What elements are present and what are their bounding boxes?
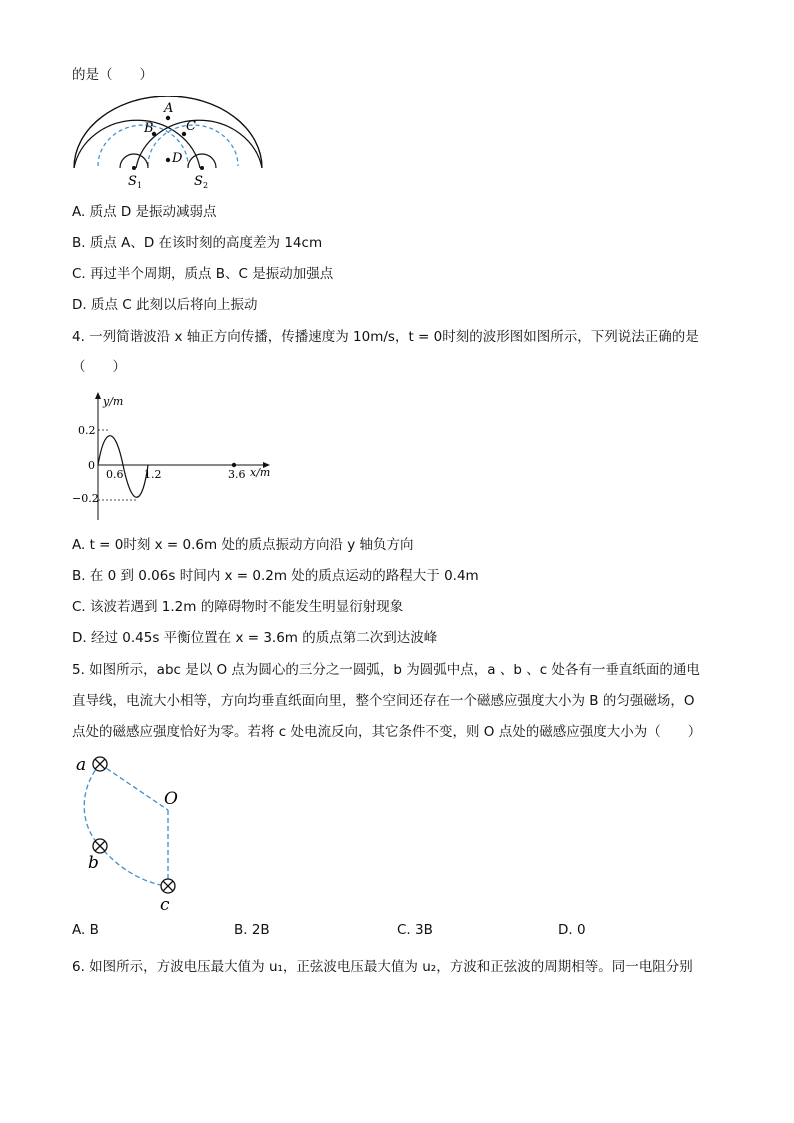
q5-stem-line2: 直导线，电流大小相等，方向均垂直纸面向里，整个空间还存在一个磁感应强度大小为 B 的匀强磁场，O: [72, 693, 695, 709]
y-tick-neg: −0.2: [72, 492, 99, 505]
q5-option-d: D. 0: [558, 922, 586, 938]
q5-stem-line1: 5. 如图所示，abc 是以 O 点为圆心的三分之一圆弧，b 为圆弧中点，a 、b 、c 处各有一垂直纸面的通电: [72, 662, 700, 678]
q5-option-a: A. B: [72, 922, 99, 938]
wire-c-icon: [161, 879, 175, 893]
x-axis-label: x/m: [250, 466, 271, 479]
label-a: a: [76, 755, 87, 775]
label-c: c: [160, 895, 170, 915]
label-C: C: [186, 119, 196, 134]
x-tick-36: 3.6: [228, 468, 246, 481]
y-axis-label: y/m: [103, 395, 124, 408]
q5-option-c: C. 3B: [397, 922, 433, 938]
label-A: A: [164, 101, 174, 116]
y-tick-pos: 0.2: [78, 424, 96, 437]
label-D: D: [172, 151, 183, 166]
wire-b-icon: [93, 839, 107, 853]
label-O: O: [164, 789, 178, 809]
label-S1: S: [128, 174, 137, 189]
q6-stem-line1: 6. 如图所示，方波电压最大值为 u₁，正弦波电压最大值为 u₂，方波和正弦波的周期相等。同一电阻分别: [72, 959, 693, 975]
q5-wire-figure: [70, 750, 210, 920]
wire-a-icon: [93, 757, 107, 771]
q3-option-d: D. 质点 C 此刻以后将向上振动: [72, 297, 258, 313]
q4-option-c: C. 该波若遇到 1.2m 的障碍物时不能发生明显衍射现象: [72, 599, 404, 615]
label-S2: S: [194, 174, 203, 189]
q3-option-b: B. 质点 A、D 在该时刻的高度差为 14cm: [72, 235, 323, 251]
label-S2-sub: 2: [203, 181, 209, 190]
q3-stem-end: 的是（ ）: [72, 67, 153, 83]
x-tick-06: 0.6: [106, 468, 124, 481]
origin-label: 0: [88, 459, 95, 472]
q4-option-b: B. 在 0 到 0.06s 时间内 x = 0.2m 处的质点运动的路程大于 0.4m: [72, 568, 479, 584]
label-B: B: [144, 121, 154, 136]
q5-stem-line3: 点处的磁感应强度恰好为零。若将 c 处电流反向，其它条件不变，则 O 点处的磁感应强度大小为（ ）: [72, 724, 702, 740]
q4-stem-line2: （ ）: [72, 359, 126, 375]
q3-option-c: C. 再过半个周期，质点 B、C 是振动加强点: [72, 266, 334, 282]
label-S1-sub: 1: [137, 181, 143, 190]
q4-option-a: A. t = 0时刻 x = 0.6m 处的质点振动方向沿 y 轴负方向: [72, 537, 414, 553]
x-tick-12: 1.2: [144, 468, 162, 481]
q3-interference-figure: [70, 96, 270, 194]
q3-option-a: A. 质点 D 是振动减弱点: [72, 204, 217, 220]
q4-option-d: D. 经过 0.45s 平衡位置在 x = 3.6m 的质点第二次到达波峰: [72, 630, 438, 646]
q5-option-b: B. 2B: [234, 922, 270, 938]
q4-stem-line1: 4. 一列简谐波沿 x 轴正方向传播，传播速度为 10m/s，t = 0时刻的波形图如图所示，下列说法正确的是: [72, 329, 699, 345]
q4-wave-graph: [70, 390, 280, 526]
label-b: b: [88, 853, 99, 873]
